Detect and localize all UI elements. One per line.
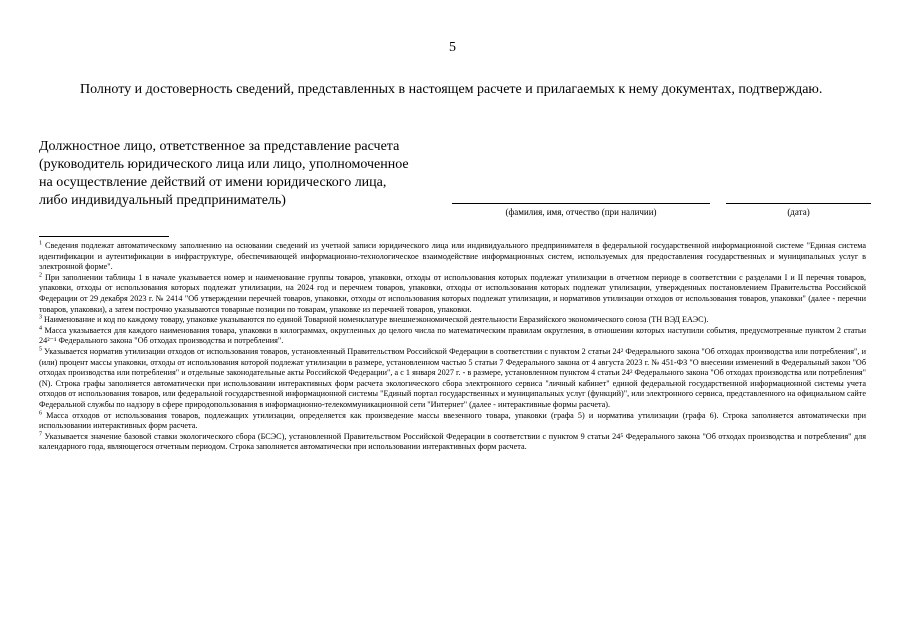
footnote-separator [39,236,169,237]
footnote-text: Наименование и код по каждому товару, упаковке указываются по единой Товарной номенклатуре внешнеэкономической деятельности Евразийского экономического союза (ТН ВЭД ЕАЭС). [42,315,709,325]
footnote-4 [39,326,866,347]
footnote-1 [39,241,866,273]
date-caption: (дата) [787,207,810,217]
footnote-text: Масса отходов от использования товаров, подлежащих утилизации, определяется как произведение массы ввезенного товара, упаковки (графа 5) и норматива утилизации (графа 6). Строка заполняется автоматически при использовании интерактивных форм расчета. [39,410,866,431]
footnote-mark: 4 [39,325,42,332]
footnote-2 [39,273,866,315]
footnote-mark: 2 [39,272,42,279]
footnote-mark: 5 [39,346,42,353]
footnote-6 [39,411,866,432]
footnote-text: Указывается норматив утилизации отходов от использования товаров, установленный Правительством Российской Федерации в соответствии с пунктом 2 статьи 24² Федерального закона "Об отходах производства или потребления", и (или) процент массы упаковки, отходы от использования которой подлежат утилизации в размере, установленном частью 5 статьи 7 Федерального закона от 4 августа 2023 г. № 451-ФЗ "О внесении изменений в Федеральный закон "Об отходах производства или потребления" и отдельные законодательные акты Российской Федерации", а с 1 января 2027 г. - в размере, установленном пунктом 4 статьи 24² Федерального закона "Об отходах производства или потребления" (N). Строка графы заполняется автоматически при использовании интерактивных форм расчета экологического сбора электронного сервиса "личный кабинет" единой федеральной государственной информационной системы учета отходов от использования товаров, или федеральной государственной информационной системы "Единый портал государственных и муниципальных услуг (функций)", или электронного сервиса, представленного на официальном сайте Федеральной службы по надзору в сфере природопользования в информационно-телекоммуникационной сети "Интернет" (далее - интерактивные формы расчета). [39,346,866,409]
footnote-text: Масса указывается для каждого наименования товара, упаковки в килограммах, округленных до целого числа по математическим правилам округления, в отношении которых наступили события, предусмотренные пунктом 2 статьи 24²⁻¹ Федерального закона "Об отходах производства и потребления". [39,325,866,346]
footnote-mark: 3 [39,314,42,321]
date-signature-block [726,203,871,217]
name-signature-block [452,203,710,217]
footnote-7 [39,432,866,453]
footnote-mark: 6 [39,409,42,416]
name-caption: (фамилия, имя, отчество (при наличии) [505,207,657,217]
footnote-3 [39,315,866,326]
footnote-text: Сведения подлежат автоматическому заполнению на основании сведений из учетной записи юридического лица или индивидуального предпринимателя в федеральной государственной информационной системе "Единая система идентификации и аутентификации в инфраструктуре, обеспечивающей информационно-технологическое взаимодействие информационных систем, используемых для предоставления государственных и муниципальных услуг в электронной форме". [39,241,866,272]
footnote-text: При заполнении таблицы 1 в начале указывается номер и наименование группы товаров, упаковки, отходы от использования которых подлежат утилизации в отчетном периоде в соответствии с разделами I и II перечня товаров, упаковки, отходы от использования которых подлежат утилизации, на 2024 год и перечнем товаров, упаковки, отходы от использования которых подлежат утилизации, утвержденных постановлением Правительства Российской Федерации от 29 декабря 2023 г. № 2414 "Об утверждении перечней товаров, упаковки, отходы от использования которых подлежат утилизации, и нормативов утилизации отходов от использования товаров, упаковки" (далее - перечни товаров, упаковки), а затем построчно указываются товарные позиции по товарам, упаковке из перечней товаров, упаковки. [39,272,866,314]
footnote-text: Указывается значение базовой ставки экологического сбора (БСЭС), установленной Правительством Российской Федерации в соответствии с пунктом 9 статьи 24⁵ Федерального закона "Об отходах производства и потребления" для календарного года, являющегося отчетным периодом. Строка заполняется автоматически при использовании интерактивных форм расчета. [39,431,866,452]
page-number: 5 [449,40,456,55]
footnotes-list [39,241,866,453]
footnote-mark: 1 [39,240,42,247]
responsible-official-label: Должностное лицо, ответственное за представление расчета (руководитель юридического лица или лицо, уполномоченное на осуществление действий от имени юридического лица, либо индивидуальный предприниматель) [39,139,409,208]
date-signature-line [726,203,871,204]
footnote-mark: 7 [39,430,42,437]
name-signature-line [452,203,710,204]
confirmation-statement: Полноту и достоверность сведений, представленных в настоящем расчете и прилагаемых к нему документах, подтверждаю. [80,82,823,97]
footnote-5 [39,347,866,411]
